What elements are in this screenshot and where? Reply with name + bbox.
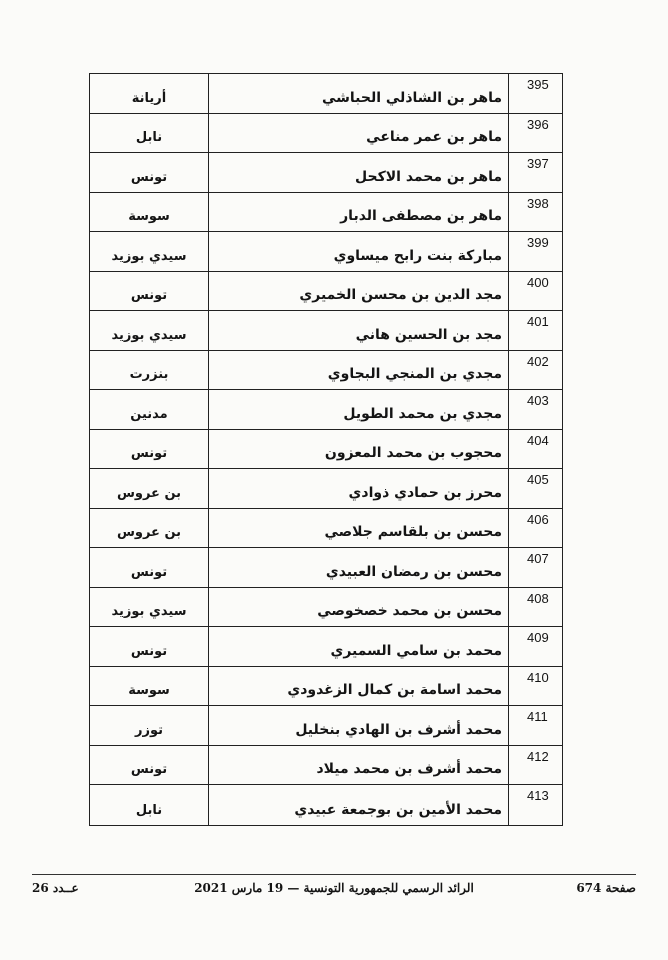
governorate-cell: نابل [90, 114, 209, 153]
governorate-cell: سوسة [90, 193, 209, 232]
table-row [90, 272, 562, 312]
footer-divider [32, 874, 636, 875]
governorate-cell: تونس [90, 153, 209, 192]
table-row [90, 153, 562, 193]
number-cell: 399 [527, 235, 549, 250]
number-cell: 397 [527, 156, 549, 171]
governorate-cell: بنزرت [90, 351, 209, 390]
governorate-cell: نابل [90, 785, 209, 825]
number-cell: 406 [527, 511, 549, 527]
governorate-cell: سيدي بوزيد [90, 588, 209, 627]
governorate-cell: تونس [90, 272, 209, 311]
governorate-cell: توزر [90, 706, 209, 745]
table-row [90, 746, 562, 786]
name-cell: محجوب بن محمد المعزون [209, 430, 509, 469]
name-cell: محمد الأمين بن بوجمعة عبيدي [209, 785, 509, 825]
table-row [90, 311, 562, 351]
table-row [90, 430, 562, 470]
number-cell: 413 [527, 788, 549, 803]
governorate-cell: تونس [90, 430, 209, 469]
table-row [90, 785, 562, 825]
governorate-cell: أريانة [90, 74, 209, 113]
page-footer [32, 881, 636, 901]
number-cell: 400 [527, 274, 549, 290]
table-row [90, 627, 562, 667]
names-table [89, 73, 563, 826]
number-cell: 396 [527, 116, 549, 132]
name-cell: محمد أشرف بن محمد ميلاد [209, 746, 509, 785]
name-cell: مجد الدين بن محسن الخميري [209, 272, 509, 311]
number-cell: 401 [527, 314, 549, 329]
number-cell: 403 [527, 393, 549, 408]
table-row [90, 588, 562, 628]
number-cell: 408 [527, 590, 549, 606]
number-cell: 410 [527, 669, 549, 685]
table-row [90, 232, 562, 272]
number-cell: 412 [527, 748, 549, 764]
name-cell: محرز بن حمادي ذوادي [209, 469, 509, 508]
table-row [90, 74, 562, 114]
name-cell: ماهر بن الشاذلي الحباشي [209, 74, 509, 113]
number-cell: 404 [527, 432, 549, 448]
number-cell: 407 [527, 551, 549, 566]
number-cell: 402 [527, 353, 549, 369]
name-cell: مجدي بن محمد الطويل [209, 390, 509, 429]
table-row [90, 390, 562, 430]
table-row [90, 114, 562, 154]
name-cell: مجد بن الحسين هاني [209, 311, 509, 350]
governorate-cell: بن عروس [90, 509, 209, 548]
name-cell: مباركة بنت رابح ميساوي [209, 232, 509, 271]
table-row [90, 667, 562, 707]
table-row [90, 509, 562, 549]
number-cell: 398 [527, 195, 549, 211]
table-row [90, 193, 562, 233]
table-row [90, 548, 562, 588]
name-cell: ماهر بن مصطفى الدبار [209, 193, 509, 232]
name-cell: محمد أشرف بن الهادي بنخليل [209, 706, 509, 745]
governorate-cell: مدنين [90, 390, 209, 429]
number-cell: 395 [527, 77, 549, 92]
name-cell: محمد بن سامي السميري [209, 627, 509, 666]
number-cell: 409 [527, 630, 549, 645]
governorate-cell: سوسة [90, 667, 209, 706]
number-cell: 405 [527, 472, 549, 487]
issue-number: عــدد 26 [32, 881, 79, 895]
table-row [90, 706, 562, 746]
governorate-cell: تونس [90, 627, 209, 666]
governorate-cell: تونس [90, 746, 209, 785]
name-cell: ماهر بن محمد الاكحل [209, 153, 509, 192]
name-cell: محمد اسامة بن كمال الزغدودي [209, 667, 509, 706]
publication-title: الرائد الرسمي للجمهورية التونسية — 19 مارس 2021 [194, 881, 474, 895]
name-cell: محسن بن بلقاسم جلاصي [209, 509, 509, 548]
page-number: صفحة 674 [576, 881, 636, 895]
name-cell: مجدي بن المنجي البجاوي [209, 351, 509, 390]
name-cell: ماهر بن عمر مناعي [209, 114, 509, 153]
table-row [90, 469, 562, 509]
table-row [90, 351, 562, 391]
governorate-cell: سيدي بوزيد [90, 232, 209, 271]
number-cell: 411 [527, 709, 548, 724]
governorate-cell: تونس [90, 548, 209, 587]
governorate-cell: سيدي بوزيد [90, 311, 209, 350]
governorate-cell: بن عروس [90, 469, 209, 508]
name-cell: محسن بن رمضان العبيدي [209, 548, 509, 587]
name-cell: محسن بن محمد خصخوصي [209, 588, 509, 627]
